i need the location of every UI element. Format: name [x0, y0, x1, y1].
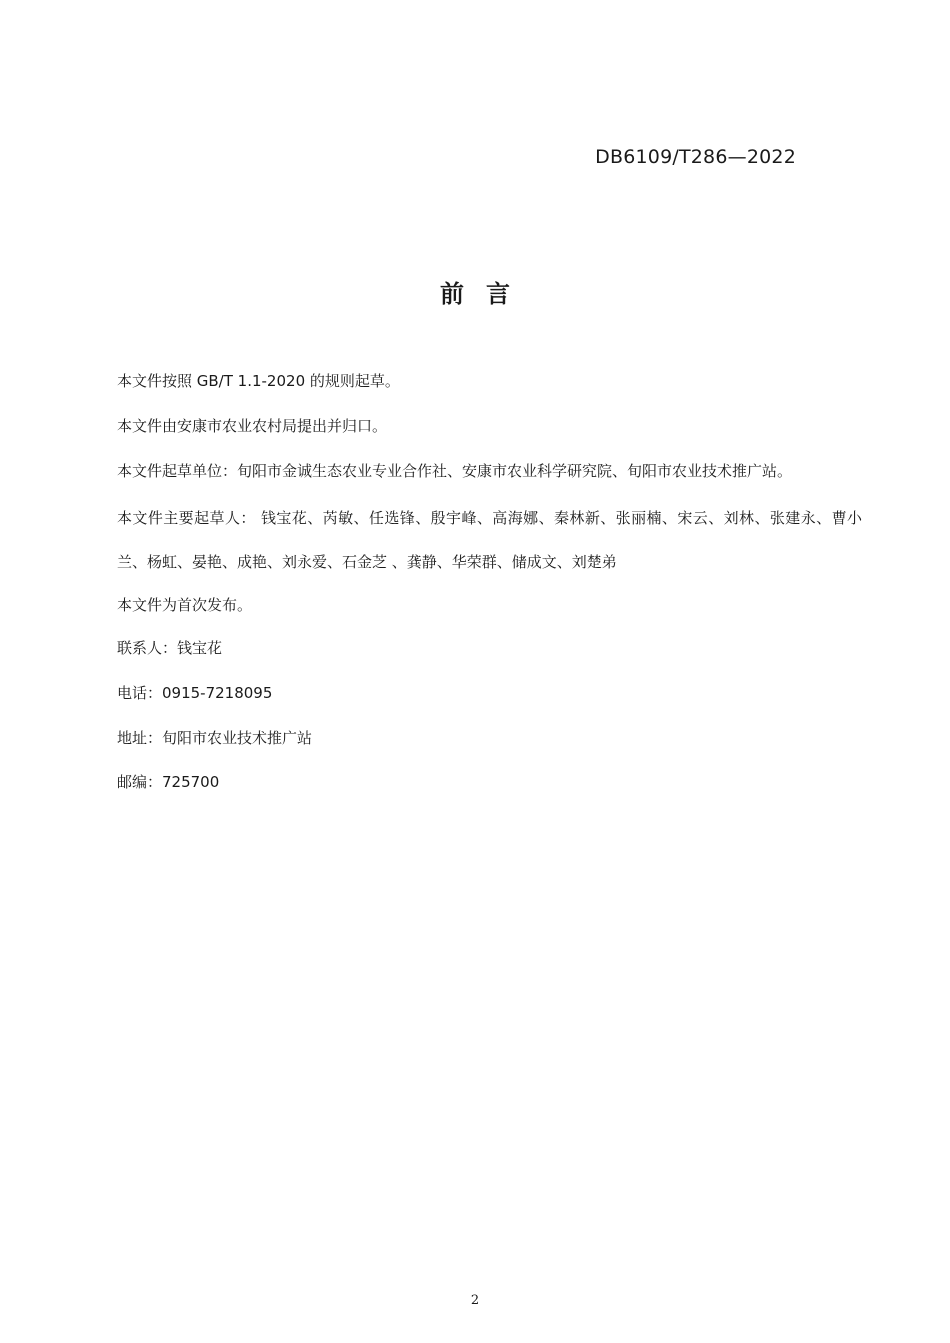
paragraph-postcode: 邮编：725700: [117, 773, 220, 791]
paragraph-drafting-rule: 本文件按照 GB/T 1.1-2020 的规则起草。: [117, 372, 400, 390]
paragraph-drafting-units: 本文件起草单位：旬阳市金诚生态农业专业合作社、安康市农业科学研究院、旬阳市农业技术推广站。: [117, 462, 793, 480]
page-number: 2: [470, 1293, 480, 1308]
paragraph-phone: 电话：0915-7218095: [117, 684, 273, 702]
paragraph-proposer: 本文件由安康市农业农村局提出并归口。: [117, 417, 388, 435]
page-title: 前言: [440, 280, 532, 308]
paragraph-contact: 联系人：钱宝花: [117, 639, 223, 657]
paragraph-drafters: 本文件主要起草人： 钱宝花、芮敏、任选锋、殷宇峰、高海娜、秦林新、张丽楠、宋云、刘林、张建永、曹小兰、杨虹、晏艳、成艳、刘永爱、石金芝 、龚静、华荣群、储成文、刘楚弟: [117, 509, 862, 571]
document-code: DB6109/T286—2022: [595, 146, 796, 168]
paragraph-release: 本文件为首次发布。: [117, 596, 253, 614]
paragraph-address: 地址：旬阳市农业技术推广站: [117, 729, 313, 747]
